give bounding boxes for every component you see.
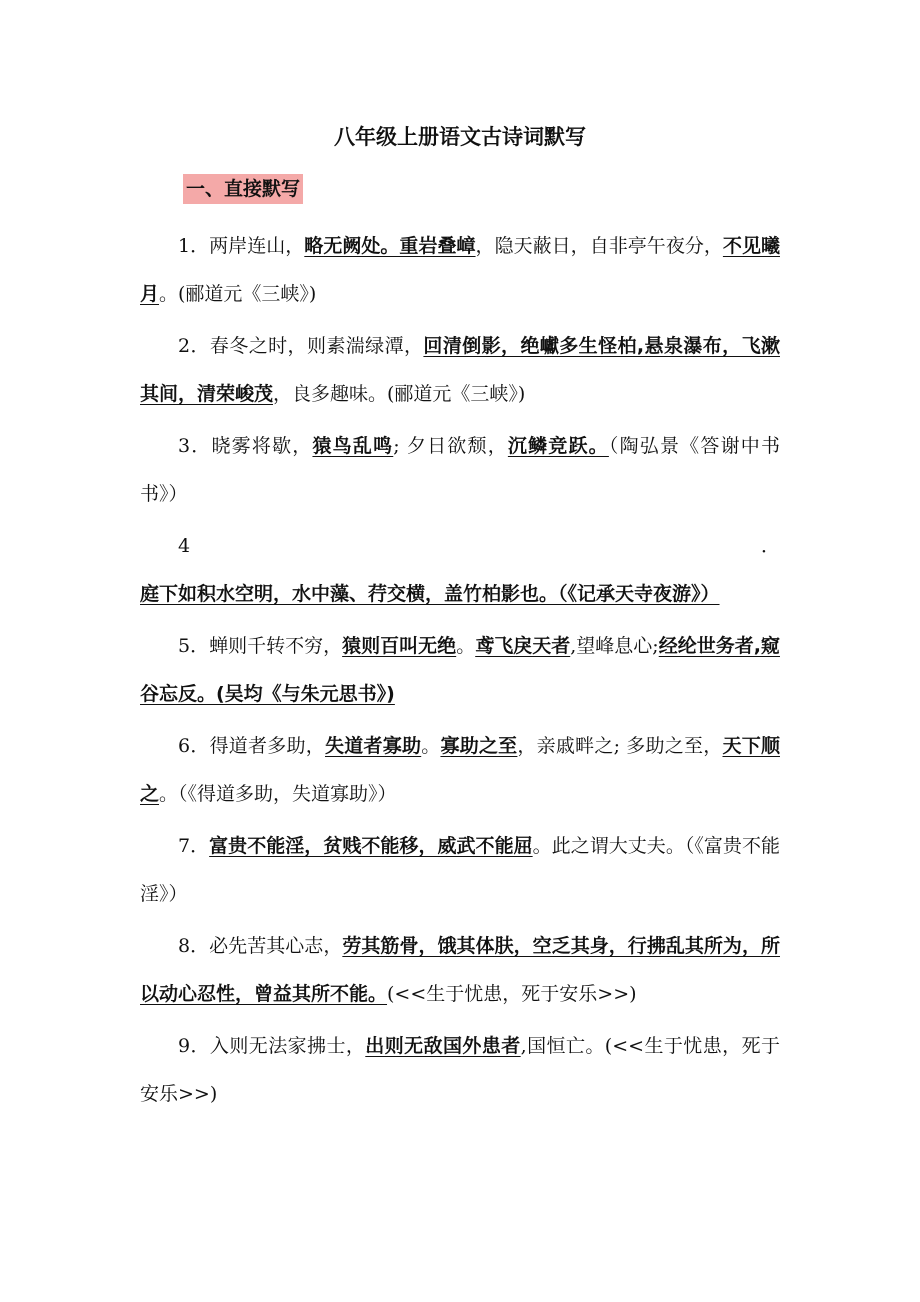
prompt-text: 8．必先苦其心志，	[178, 935, 343, 957]
prompt-text: 3．晓雾将歇，	[178, 435, 313, 457]
answer-text: 经纶世务者,窥谷忘反。(吴均《与朱元思书》)	[140, 635, 780, 705]
recitation-item-9	[140, 1022, 780, 1118]
answer-text: 劳其筋骨，饿其体肤，空乏其身，行拂乱其所为，所以动心忍性，曾益其所不能。	[140, 935, 780, 1005]
section-heading: 一、直接默写	[183, 174, 303, 204]
answer-text: 不见曦月	[140, 235, 780, 305]
prompt-text: ，隐天蔽日，自非亭午夜分，	[475, 235, 723, 257]
prompt-text: ; 夕日欲颓，	[393, 435, 508, 457]
prompt-text: 。	[456, 635, 476, 657]
recitation-item-7	[140, 822, 780, 918]
answer-text: 富贵不能淫，贫贱不能移，威武不能屈	[209, 835, 533, 857]
answer-text: 略无阙处。重岩叠嶂	[304, 235, 476, 257]
recitation-item-8	[140, 922, 780, 1018]
answer-text: 出则无敌国外患者	[365, 1035, 521, 1057]
prompt-text: 7．	[178, 835, 210, 857]
prompt-text: 。（《得道多助，失道寡助》）	[159, 783, 397, 805]
prompt-text: 5．蝉则千转不穷，	[178, 635, 343, 657]
recitation-item-1	[140, 222, 780, 318]
answer-text: 猿则百叫无绝	[342, 635, 457, 657]
recitation-item-6	[140, 722, 780, 818]
answer-text: 失道者寡助	[325, 735, 422, 757]
recitation-item-2	[140, 322, 780, 418]
prompt-text: （陶弘景《答谢中书书》）	[140, 435, 780, 505]
prompt-text: 4．	[178, 535, 780, 557]
answer-text: 猿鸟乱鸣	[312, 435, 394, 457]
poem-recitation-list	[140, 222, 780, 1122]
answer-text: 回清倒影，绝巘多生怪柏,悬泉瀑布，飞漱其间，清荣峻茂	[140, 335, 780, 405]
answer-text: 鸢飞戾天者	[475, 635, 571, 657]
recitation-item-5	[140, 622, 780, 718]
answer-text: 寡助之至	[440, 735, 518, 757]
recitation-item-3	[140, 422, 780, 518]
prompt-text: 6．得道者多助，	[178, 735, 325, 757]
answer-text: 沉鳞竞跃。	[507, 435, 609, 457]
prompt-text: ，亲戚畔之; 多助之至，	[517, 735, 723, 757]
prompt-text: 。	[421, 735, 441, 757]
prompt-text: 9．入则无法家拂士，	[178, 1035, 366, 1057]
prompt-text: (<<生于忧患，死于安乐>>)	[387, 983, 637, 1005]
prompt-text: ，良多趣味。(郦道元《三峡》)	[273, 383, 526, 405]
prompt-text: 。此之谓大丈夫。（《富贵不能淫》）	[140, 835, 780, 905]
answer-text: 庭下如积水空明，水中藻、荇交横，盖竹柏影也。（《记承天寺夜游》）	[140, 583, 720, 605]
recitation-item-4	[140, 522, 780, 618]
page-title: 八年级上册语文古诗词默写	[334, 125, 586, 149]
prompt-text: ,国恒亡。(<<生于忧患，死于安乐>>)	[140, 1035, 780, 1105]
prompt-text: 1．两岸连山，	[178, 235, 305, 257]
answer-text: 天下顺之	[140, 735, 780, 805]
prompt-text: ,望峰息心;	[570, 635, 659, 657]
prompt-text: 2．春冬之时，则素湍绿潭，	[178, 335, 424, 357]
prompt-text: 。(郦道元《三峡》)	[159, 283, 317, 305]
